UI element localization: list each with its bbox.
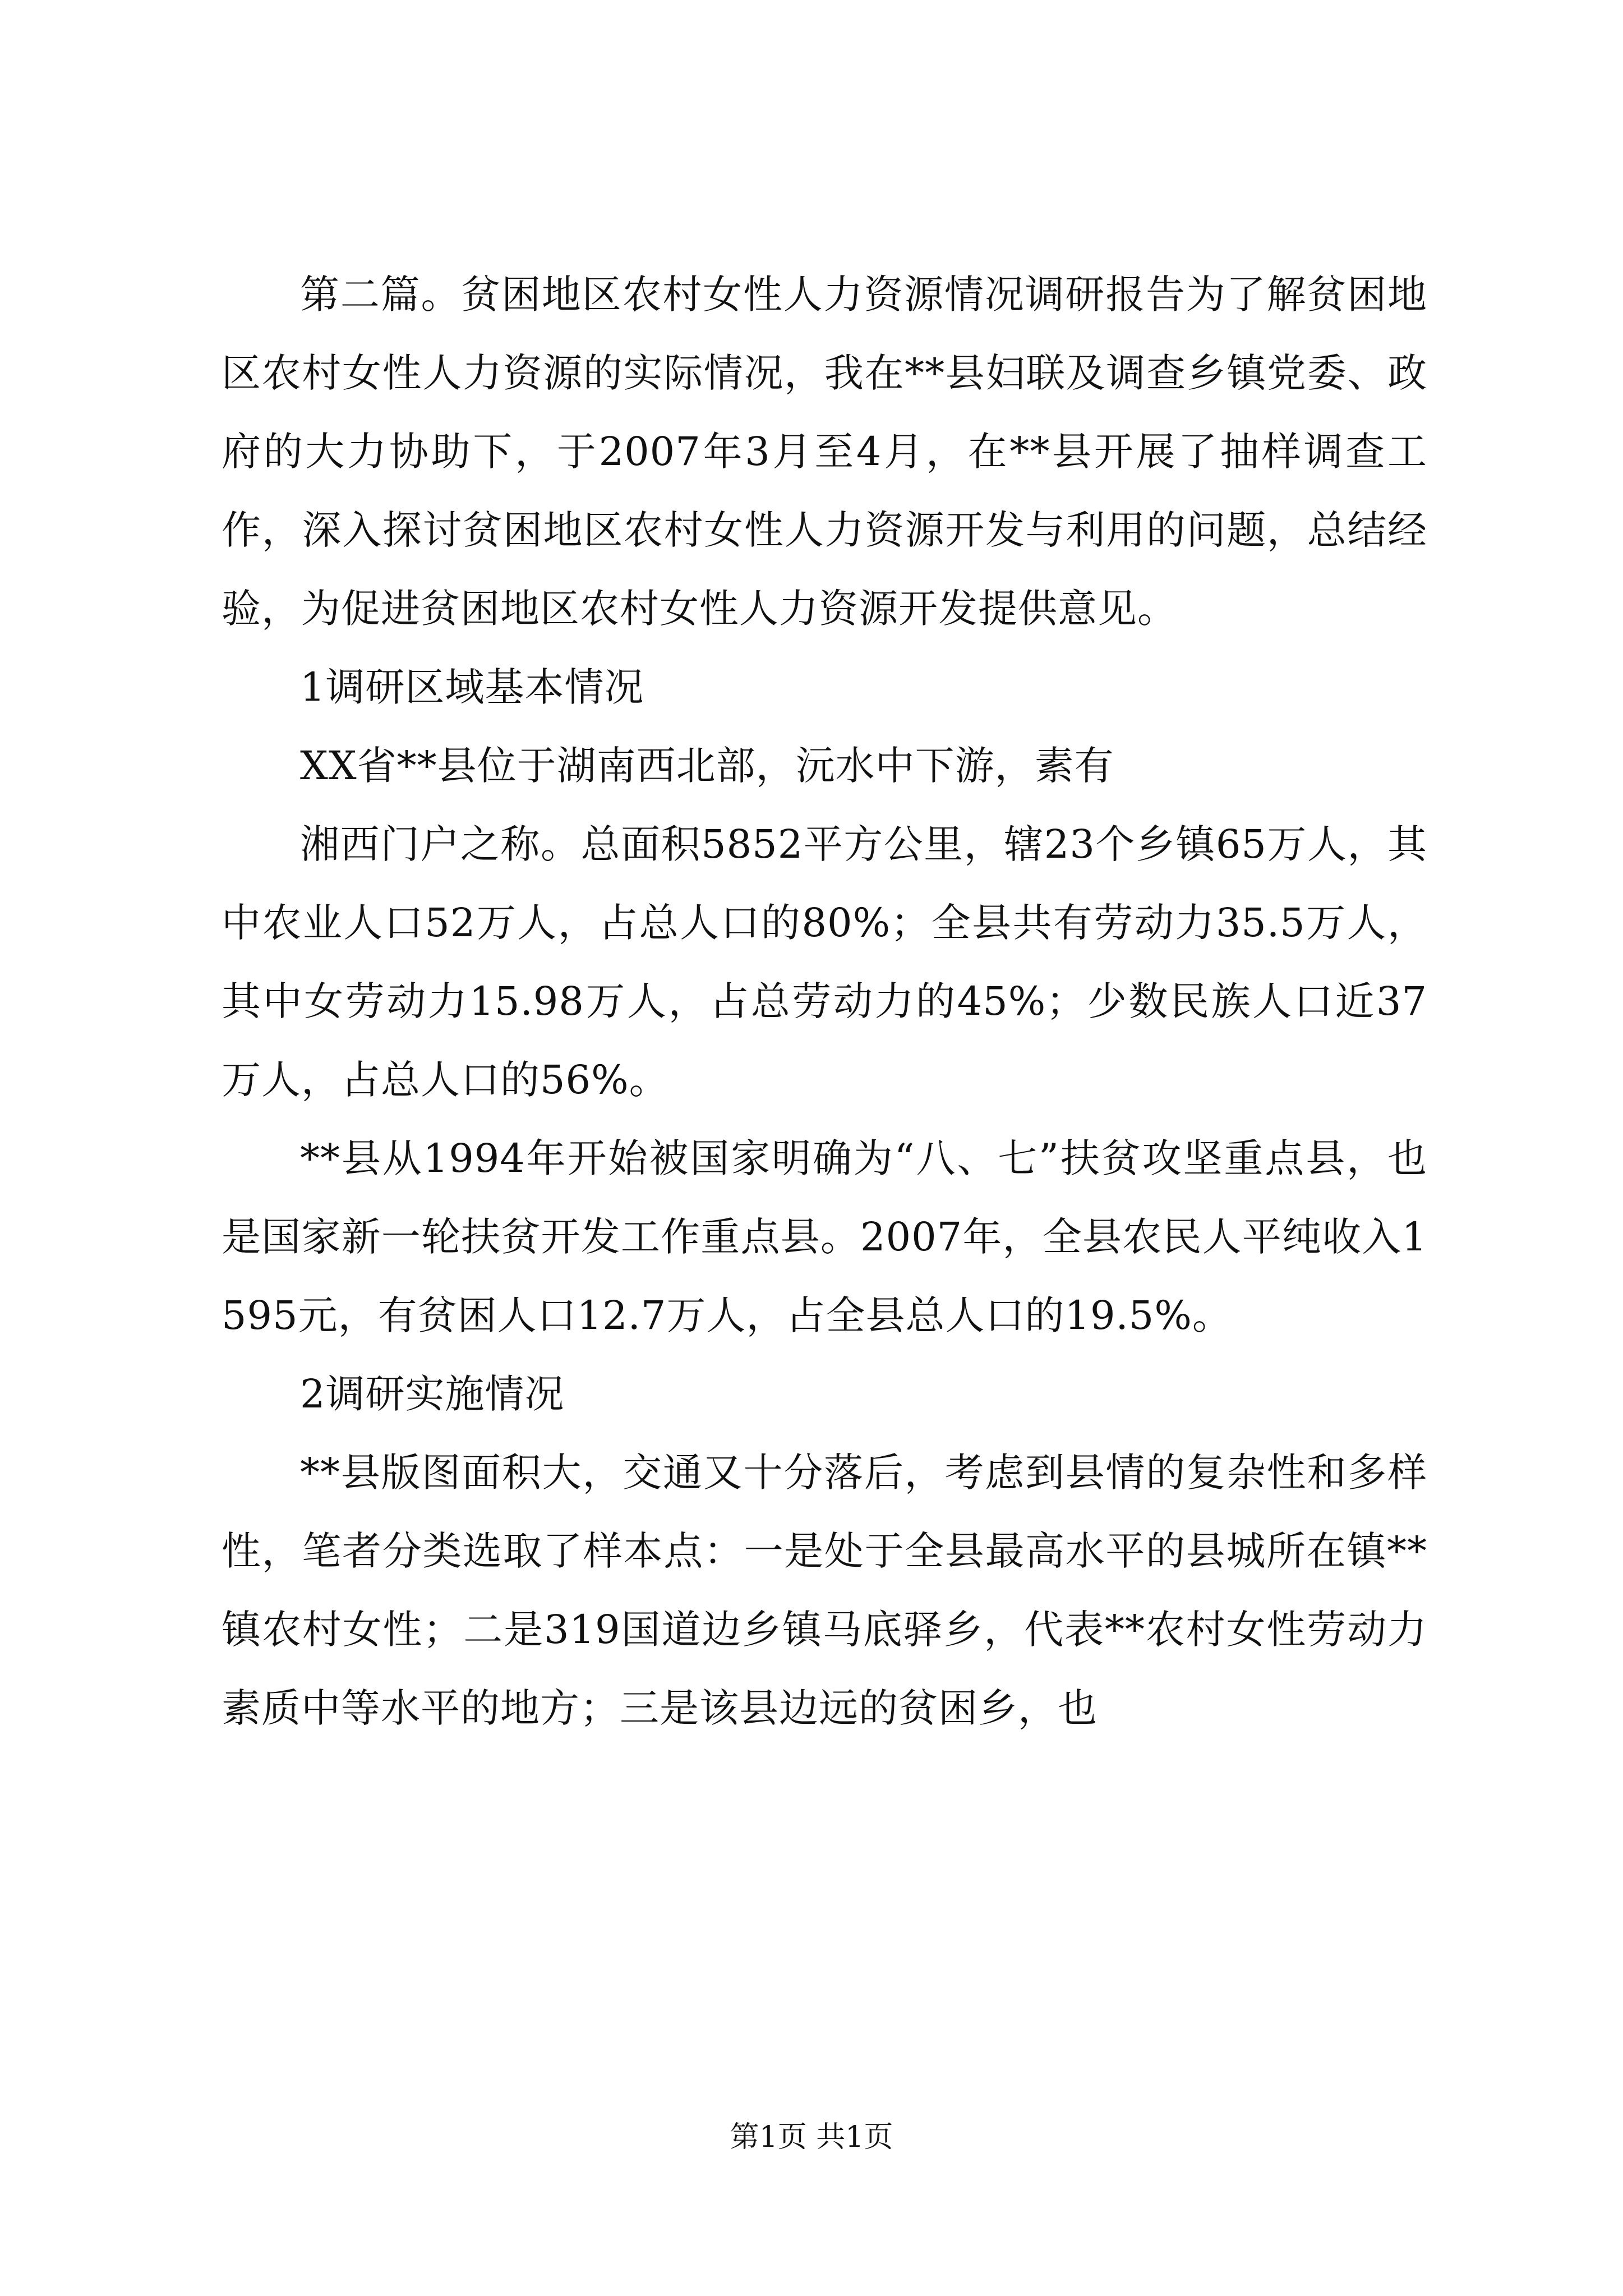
page-footer: 第1页 共1页 xyxy=(730,2120,893,2154)
document-body xyxy=(222,255,1427,1747)
paragraph-poverty: **县从1994年开始被国家明确为“八、七”扶贫攻坚重点县，也是国家新一轮扶贫开发工作重点县。2007年，全县农民人平纯收入1595元，有贫困人口12.7万人，占全县总人口的19.5%。 xyxy=(222,1135,1427,1338)
section-heading-2: 2调研实施情况 xyxy=(300,1371,565,1417)
paragraph-population: 湘西门户之称。总面积5852平方公里，辖23个乡镇65万人，其中农业人口52万人，占总人口的80%；全县共有劳动力35.5万人，其中女劳动力15.98万人，占总劳动力的45%；少数民族人口近37万人，占总人口的56%。 xyxy=(222,821,1427,1103)
paragraph-location: XX省**县位于湖南西北部，沅水中下游，素有 xyxy=(300,743,1114,789)
paragraph-intro: 第二篇。贫困地区农村女性人力资源情况调研报告为了解贫困地区农村女性人力资源的实际情况，我在**县妇联及调查乡镇党委、政府的大力协助下，于2007年3月至4月，在**县开展了抽样调查工作，深入探讨贫困地区农村女性人力资源开发与利用的问题，总结经验，为促进贫困地区农村女性人力资源开发提供意见。 xyxy=(222,272,1427,632)
section-heading-1: 1调研区域基本情况 xyxy=(300,664,644,710)
paragraph-sampling: **县版图面积大，交通又十分落后，考虑到县情的复杂性和多样性，笔者分类选取了样本点：一是处于全县最高水平的县城所在镇**镇农村女性；二是319国道边乡镇马底驿乡，代表**农村女性劳动力素质中等水平的地方；三是该县边远的贫困乡，也 xyxy=(222,1450,1427,1731)
